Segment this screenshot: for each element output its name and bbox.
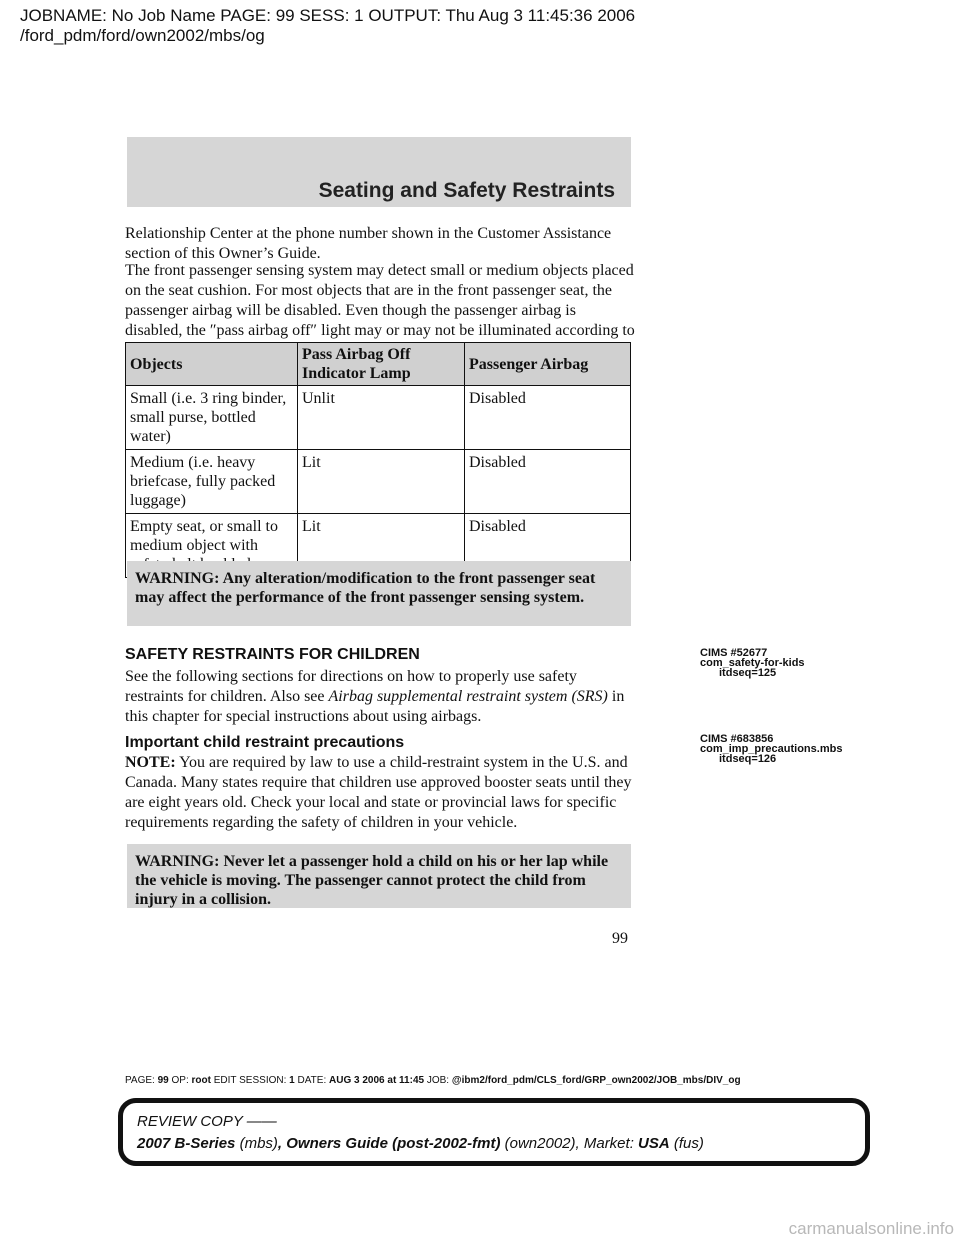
note-label: NOTE: [125, 754, 176, 771]
footer-label: OP: [171, 1075, 189, 1086]
review-copy-box [118, 1098, 870, 1166]
table-cell: Small (i.e. 3 ring binder, small purse, bottled water) [126, 386, 298, 450]
footer-value: 99 [157, 1075, 169, 1086]
cims-annotation-1 [700, 648, 805, 678]
watermark: carmanualsonline.info [788, 1219, 954, 1238]
note-paragraph [125, 753, 635, 833]
cims-file: com_imp_precautions.mbs [700, 743, 843, 755]
table-cell: Lit [298, 514, 465, 578]
footer-label: DATE: [297, 1075, 327, 1086]
footer-metadata [125, 1075, 741, 1086]
table-header-cell: Pass Airbag Off Indicator Lamp [298, 343, 465, 386]
cims-file: com_safety-for-kids [700, 657, 805, 669]
table-cell: Medium (i.e. heavy briefcase, fully packed luggage) [126, 450, 298, 514]
children-heading: SAFETY RESTRAINTS FOR CHILDREN [125, 646, 420, 663]
review-separator: , [277, 1135, 283, 1152]
table-row [126, 386, 631, 450]
table-cell: Unlit [298, 386, 465, 450]
footer-value: AUG 3 2006 at 11:45 [329, 1075, 425, 1086]
footer-label: EDIT SESSION: [213, 1075, 287, 1086]
table-cell: Empty seat, or small to medium object with [126, 514, 298, 578]
table-header-row [126, 343, 631, 386]
table-cell: Disabled [465, 450, 631, 514]
cims-id: CIMS #52677 [700, 647, 768, 659]
note-text: You are required by law to use a child-restraint system in the U.S. and Canada. Many states require that children use approved booster seats until they are eight years old. Check your local and state or provincial laws for specific requirements regarding the safety of children in your vehicle. [125, 754, 632, 831]
footer-value: @ibm2/ford_pdm/CLS_ford/GRP_own2002/JOB_mbs/DIV_og [451, 1075, 741, 1086]
airbag-srs-reference: Airbag supplemental restraint system (SRS) [328, 688, 608, 705]
objects-table [125, 342, 631, 578]
table-cell: Disabled [465, 386, 631, 450]
section-title: Seating and Safety Restraints [318, 179, 615, 202]
section-banner [127, 137, 631, 207]
children-text-before: See the following sections for directions on how to properly use safety restraints for children. Also see [125, 668, 577, 705]
table-header-cell: Passenger Airbag [465, 343, 631, 386]
review-market: USA [638, 1135, 670, 1152]
page-number: 99 [612, 930, 628, 947]
children-paragraph [125, 667, 635, 727]
cims-annotation-2 [700, 734, 842, 764]
review-guide: Owners Guide (post-2002-fmt) [286, 1135, 501, 1152]
job-header-line2: /ford_pdm/ford/own2002/mbs/og [20, 26, 265, 45]
review-separator: , Market: [575, 1135, 634, 1152]
sensing-text: The front passenger sensing system may detect small or medium objects placed on the seat cushion. For most objects that are in the front passenger seat, the passenger airbag will be disabled. Even though the passenger airbag is disabled, the ″pass airbag off″ light may or may not be illuminated according to [125, 262, 635, 339]
warning-box-seat-modification: WARNING: Any alteration/modification to the front passenger seat may affect the performance of the front passenger sensing system. [127, 561, 631, 626]
precautions-heading: Important child restraint precautions [125, 734, 405, 751]
cims-seq: itdseq=125 [719, 667, 777, 679]
cims-id: CIMS #683856 [700, 733, 774, 745]
intro-paragraph [125, 224, 635, 264]
children-text-after: in this chapter for special instructions about using airbags. [125, 688, 625, 725]
review-copy-details [137, 1135, 704, 1152]
review-market-code: (fus) [673, 1135, 704, 1152]
footer-value: 1 [289, 1075, 295, 1086]
footer-label: JOB: [426, 1075, 450, 1086]
table-cell: Disabled [465, 514, 631, 578]
review-guide-code: (own2002) [504, 1135, 576, 1152]
cims-seq: itdseq=126 [719, 753, 777, 765]
table-cell: Lit [298, 450, 465, 514]
review-model-code: (mbs) [239, 1135, 278, 1152]
table-row [126, 450, 631, 514]
review-copy-label: REVIEW COPY —— [137, 1113, 277, 1130]
warning-box-child-lap: WARNING: Never let a passenger hold a child on his or her lap while the vehicle is moving. The passenger cannot protect the child from injury in a collision. [127, 844, 631, 908]
footer-value: root [191, 1075, 211, 1086]
review-model: 2007 B-Series [137, 1135, 236, 1152]
table-header-cell: Objects [126, 343, 298, 386]
intro-text: Relationship Center at the phone number shown in the Customer Assistance section of this Owner’s Guide. [125, 225, 612, 262]
footer-label: PAGE: [125, 1075, 155, 1086]
job-header-line1: JOBNAME: No Job Name PAGE: 99 SESS: 1 OUTPUT: Thu Aug 3 11:45:36 2006 [20, 6, 636, 25]
